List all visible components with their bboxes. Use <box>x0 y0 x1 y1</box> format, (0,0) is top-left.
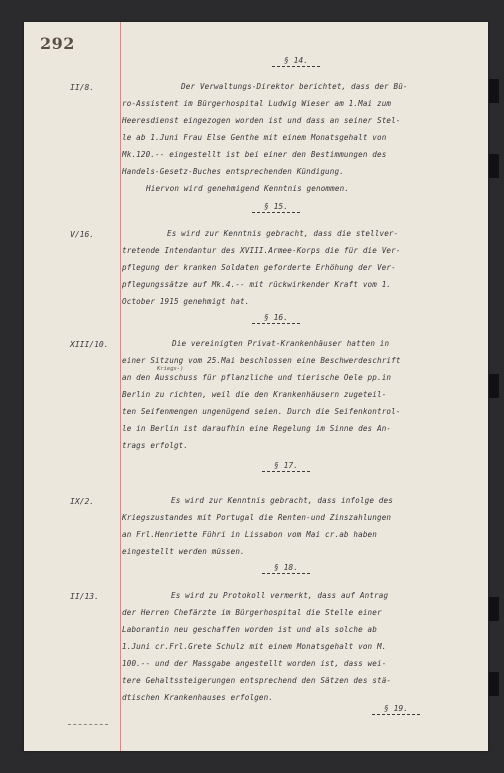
section-heading-next: § 19. <box>356 704 436 715</box>
text-line: Berlin zu richten, weil die den Krankenhäusern zugeteil- <box>122 390 387 399</box>
text-line: Es wird zur Kenntnis gebracht, dass infolge des <box>171 496 393 505</box>
text-line: le ab 1.Juni Frau Else Genthe mit einem Monatsgehalt von <box>122 133 387 142</box>
index-tab <box>489 672 499 696</box>
file-reference: II/13. <box>70 592 99 601</box>
text-line: pflegung der kranken Soldaten geforderte Erhöhung der Ver- <box>122 263 396 272</box>
text-line: Kriegszustandes mit Portugal die Renten-und Zinszahlungen <box>122 513 392 522</box>
text-line: Hiervon wird genehmigend Kenntnis genommen. <box>146 184 350 193</box>
text-line: eingestellt werden müssen. <box>122 547 245 556</box>
text-line: Es wird zur Kenntnis gebracht, dass die stellver- <box>167 229 399 238</box>
section-heading: § 17. <box>246 461 326 472</box>
text-line: ten Seifenmengen ungenügend seien. Durch die Seifenkontrol- <box>122 407 401 416</box>
margin-dash-mark <box>68 724 108 725</box>
index-tab <box>489 154 499 178</box>
text-line: an den Ausschuss für pflanzliche und tierische Oele pp.in <box>122 373 392 382</box>
handwritten-insertion: Kriegs-) <box>157 366 184 372</box>
index-tab <box>489 79 499 103</box>
file-reference: II/8. <box>70 83 95 92</box>
text-line: Es wird zu Protokoll vermerkt, dass auf Antrag <box>171 591 389 600</box>
text-line: 100.-- und der Massgabe angestellt worden ist, dass wei- <box>122 659 387 668</box>
text-line: October 1915 genehmigt hat. <box>122 297 250 306</box>
section-heading: § 16. <box>236 313 316 324</box>
file-reference: XIII/10. <box>70 340 109 349</box>
text-line: trags erfolgt. <box>122 441 189 450</box>
text-line: an Frl.Henriette Führi in Lissabon vom Mai cr.ab haben <box>122 530 377 539</box>
text-line: Handels-Gesetz-Buches entsprechenden Kündigung. <box>122 167 344 176</box>
text-line: Der Verwaltungs-Direktor berichtet, dass der Bü- <box>181 82 408 91</box>
text-line: ro-Assistent im Bürgerhospital Ludwig Wieser am 1.Mai zum <box>122 99 392 108</box>
text-line: Die vereinigten Privat-Krankenhäuser hatten in <box>172 339 390 348</box>
file-reference: IX/2. <box>70 497 95 506</box>
text-line: einer Sitzung vom 25.Mai beschlossen eine Beschwerdeschrift <box>122 356 401 365</box>
file-reference: V/16. <box>70 230 95 239</box>
text-line: le in Berlin ist daraufhin eine Regelung im Sinne des An- <box>122 424 392 433</box>
index-tab <box>489 374 499 398</box>
page-number: 292 <box>40 34 75 53</box>
margin-line <box>120 22 121 751</box>
text-line: der Herren Chefärzte im Bürgerhospital die Stelle einer <box>122 608 382 617</box>
text-line: Mk.120.-- eingestellt ist bei einer den Bestimmungen des <box>122 150 387 159</box>
document-page <box>24 22 488 751</box>
text-line: pflegungssätze auf Mk.4.-- mit rückwirkender Kraft vom 1. <box>122 280 392 289</box>
text-line: dtischen Krankenhauses erfolgen. <box>122 693 274 702</box>
text-line: 1.Juni cr.Frl.Grete Schulz mit einem Monatsgehalt von M. <box>122 642 387 651</box>
text-line: Laborantin neu geschaffen worden ist und als solche ab <box>122 625 377 634</box>
text-line: tere Gehaltssteigerungen entsprechend den Sätzen des stä- <box>122 676 392 685</box>
section-heading: § 14. <box>256 56 336 67</box>
text-line: tretende Intendantur des XVIII.Armee-Korps die für die Ver- <box>122 246 401 255</box>
section-heading: § 15. <box>236 202 316 213</box>
section-heading: § 18. <box>246 563 326 574</box>
text-line: Heeresdienst eingezogen worden ist und dass an seiner Stel- <box>122 116 401 125</box>
index-tab <box>489 597 499 621</box>
